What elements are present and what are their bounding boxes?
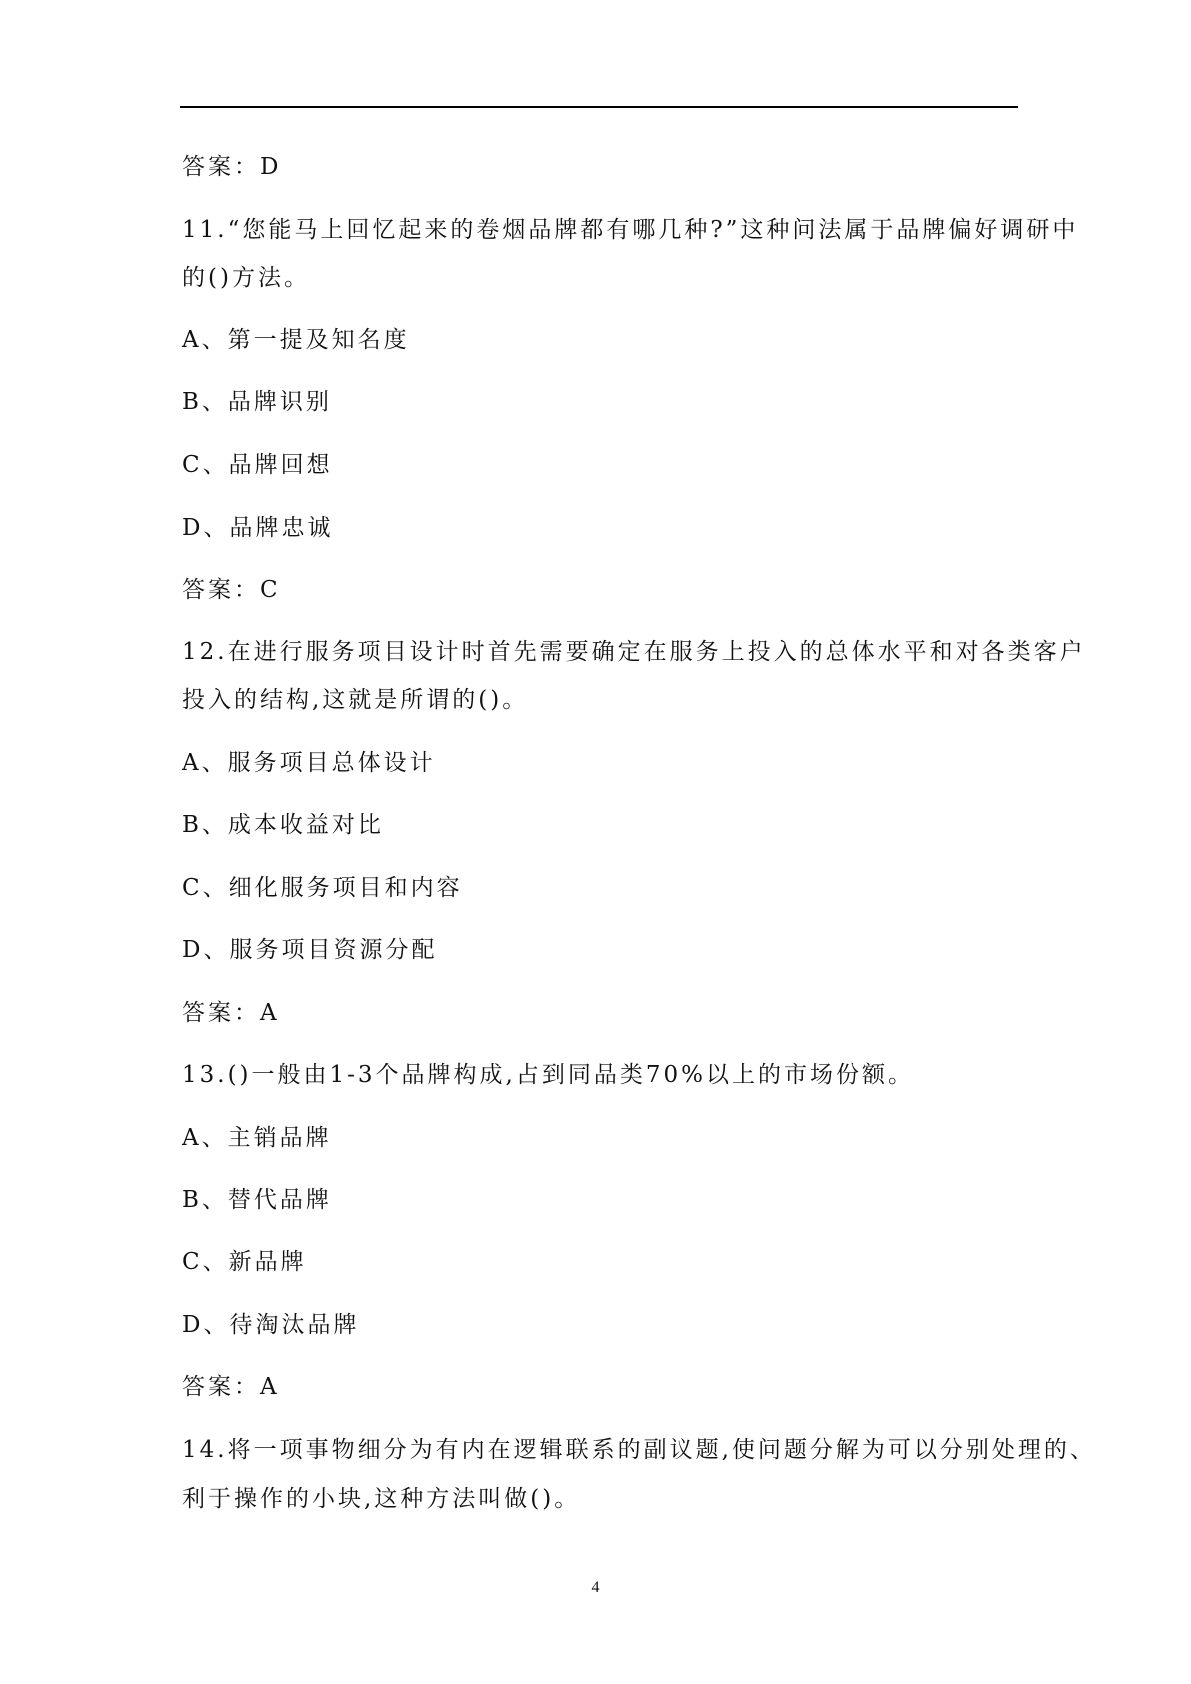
question-11-line-1: 11.“您能马上回忆起来的卷烟品牌都有哪几种?”这种问法属于品牌偏好调研中 [182, 217, 1079, 243]
answer-q12: 答案：A [182, 1000, 280, 1026]
option-11-b: B、品牌识别 [182, 389, 332, 415]
option-11-d: D、品牌忠诚 [182, 515, 334, 541]
question-11-line-2: 的()方法。 [182, 265, 310, 291]
option-13-b: B、替代品牌 [182, 1187, 332, 1213]
option-13-a: A、主销品牌 [182, 1125, 332, 1151]
option-11-a: A、第一提及知名度 [182, 327, 410, 353]
option-12-c: C、细化服务项目和内容 [182, 875, 463, 901]
answer-q13: 答案：A [182, 1374, 280, 1400]
answer-q10: 答案：D [182, 154, 282, 180]
option-13-c: C、新品牌 [182, 1249, 307, 1275]
option-12-d: D、服务项目资源分配 [182, 937, 438, 963]
question-12-line-2: 投入的结构,这就是所谓的()。 [182, 687, 529, 713]
question-12-line-1: 12.在进行服务项目设计时首先需要确定在服务上投入的总体水平和对各类客户 [182, 639, 1086, 665]
option-13-d: D、待淘汰品牌 [182, 1312, 360, 1338]
question-14-line-2: 利于操作的小块,这种方法叫做()。 [182, 1486, 581, 1512]
page-number: 4 [591, 1579, 600, 1596]
option-11-c: C、品牌回想 [182, 452, 333, 478]
header-rule [180, 106, 1018, 108]
option-12-a: A、服务项目总体设计 [182, 750, 436, 776]
question-14-line-1: 14.将一项事物细分为有内在逻辑联系的副议题,使问题分解为可以分别处理的、 [182, 1437, 1096, 1463]
option-12-b: B、成本收益对比 [182, 812, 384, 838]
answer-q11: 答案：C [182, 577, 281, 603]
question-13: 13.()一般由1-3个品牌构成,占到同品类70%以上的市场份额。 [182, 1062, 914, 1088]
